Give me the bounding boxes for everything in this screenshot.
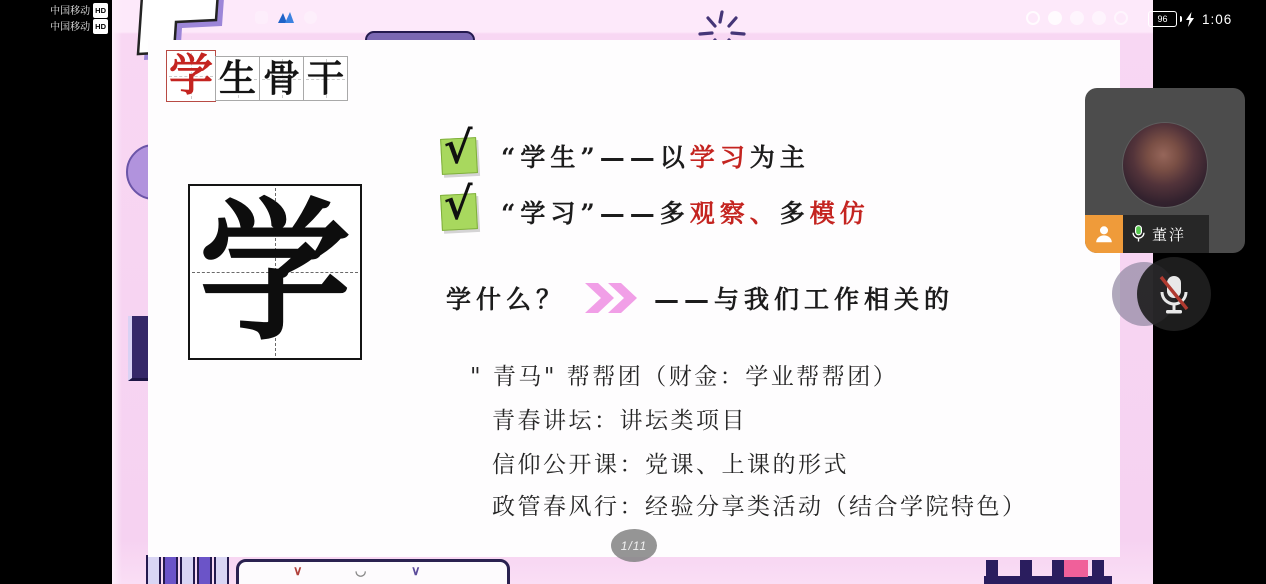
tiny-mark: ∨ <box>411 563 421 578</box>
double-chevron-icon <box>582 281 638 315</box>
battery-tip <box>1180 16 1182 22</box>
title-char: 干 <box>307 56 344 100</box>
presenter-badge <box>1085 215 1123 253</box>
earphone-icon <box>1048 11 1062 25</box>
big-character-grid <box>188 184 362 360</box>
notification-icons <box>255 10 317 24</box>
question-lead: 学什么？ <box>446 285 567 314</box>
location-icon <box>1114 11 1128 25</box>
outlined-box-decoration <box>236 559 510 584</box>
handwritten-note: 青春讲坛：讲坛类项目 <box>492 408 747 434</box>
charging-bolt-icon <box>1185 12 1195 27</box>
title-char: 学 <box>169 50 213 101</box>
presentation-slide <box>148 40 1120 557</box>
tiny-mark: ∨ <box>293 563 303 578</box>
microphone-mute-button[interactable] <box>1137 257 1211 331</box>
bullet-text: “学生”——以学习为主 <box>501 143 810 172</box>
big-character: 学 <box>199 182 351 361</box>
handwritten-note: " 青马" 帮帮团（财金：学业帮帮团） <box>470 364 899 390</box>
vibrate-icon <box>1092 11 1106 25</box>
question-line <box>446 280 954 316</box>
mute-mode-icon <box>1070 11 1084 25</box>
notification-icon <box>255 11 268 24</box>
status-icons <box>1026 11 1128 25</box>
clock-time: 1:06 <box>1202 11 1233 27</box>
app-notification-icon <box>277 10 295 24</box>
carrier-line: 中国移动 HD <box>0 3 108 19</box>
handwritten-note: 政管春风行：经验分享类活动（结合学院特色） <box>492 494 1028 520</box>
checkbox-icon: √ <box>440 193 478 231</box>
title-char-box <box>259 56 304 101</box>
carrier-line: 中国移动 HD <box>0 19 108 35</box>
question-tail: ——与我们工作相关的 <box>654 285 955 314</box>
hd-badge: HD <box>93 3 108 18</box>
battery-time-area <box>1148 11 1232 27</box>
title-char: 骨 <box>263 56 300 100</box>
battery-icon <box>1148 11 1177 27</box>
hd-badge: HD <box>93 19 108 34</box>
slide-title <box>166 50 348 102</box>
title-char: 生 <box>219 56 256 100</box>
participant-video-tile[interactable] <box>1085 88 1245 253</box>
carrier-info <box>0 3 108 35</box>
microphone-muted-icon <box>1156 272 1192 316</box>
battery-percent: 96 <box>1157 13 1168 24</box>
battlement-decoration <box>984 560 1124 584</box>
participant-name-bar <box>1123 215 1209 253</box>
tiny-mark: ◡ <box>355 563 367 578</box>
person-icon <box>1093 223 1115 245</box>
bullet-text: “学习”——多观察、多模仿 <box>501 199 870 228</box>
title-char-box <box>166 50 216 102</box>
bullet-line <box>441 179 870 231</box>
bars-decoration <box>146 555 229 584</box>
checkbox-icon: √ <box>440 137 478 175</box>
bullet-line <box>441 123 810 175</box>
handwritten-note: 信仰公开课：党课、上课的形式 <box>492 452 849 478</box>
title-char-box <box>215 56 260 101</box>
microphone-active-icon <box>1131 224 1146 244</box>
participant-name: 董洋 <box>1152 226 1187 244</box>
page-indicator-badge: 1/11 <box>611 529 657 562</box>
alarm-icon <box>1026 11 1040 25</box>
participant-avatar <box>1122 122 1208 208</box>
notification-icon <box>304 11 317 24</box>
title-char-box <box>303 56 348 101</box>
